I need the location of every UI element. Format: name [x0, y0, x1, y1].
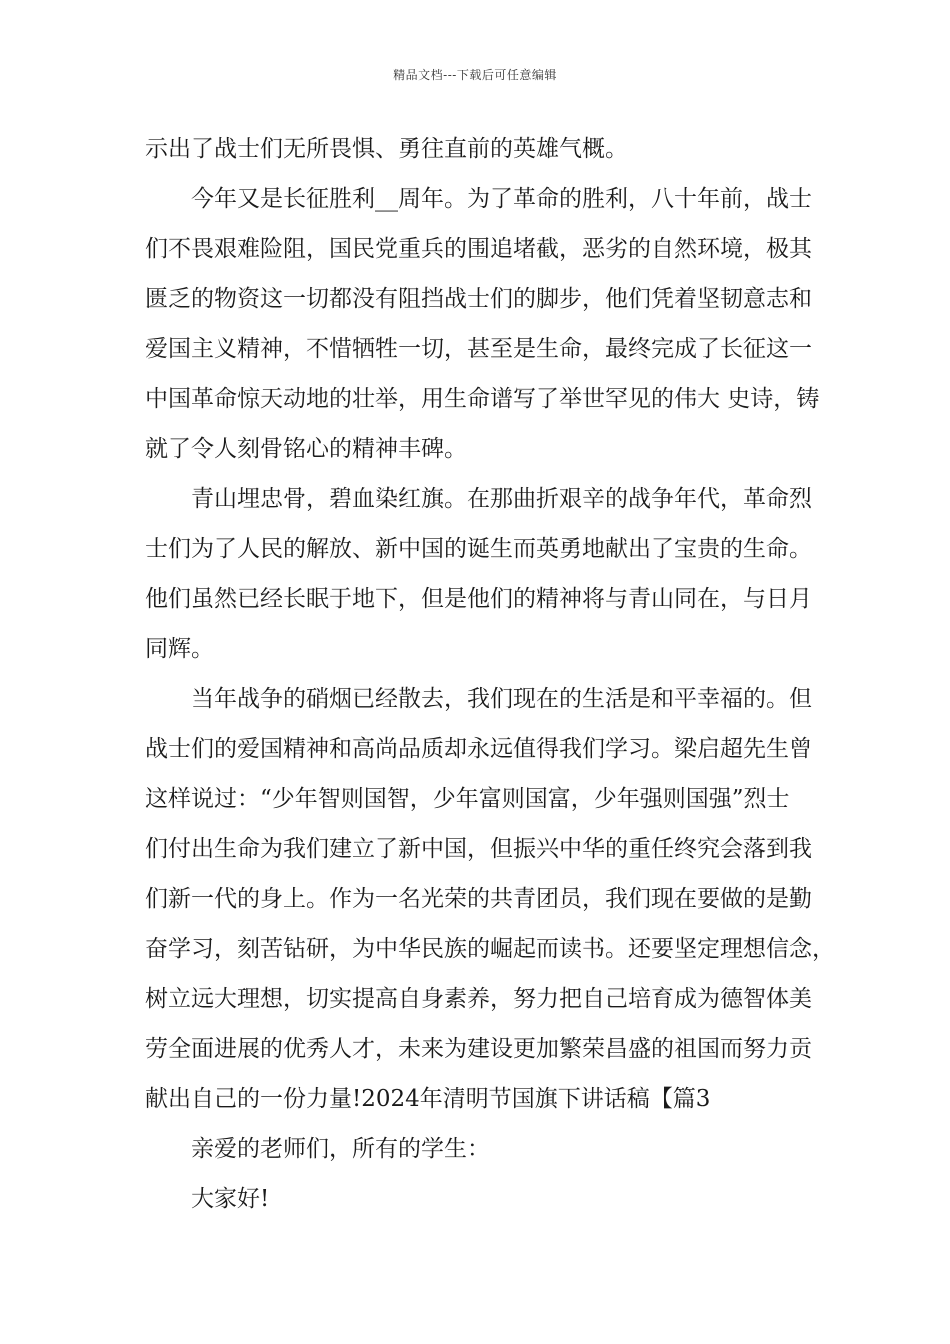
text-line: 亲爱的老师们，所有的学生：: [191, 1136, 490, 1162]
text-line: 们新一代的身上。作为一名光荣的共青团员，我们现在要做的是勤: [145, 886, 812, 912]
text-line: 树立远大理想，切实提高自身素养，努力把自己培育成为德智体美: [145, 986, 812, 1012]
text-line: 这样说过：“少年智则国智，少年富则国富，少年强则国强”烈士: [145, 786, 790, 812]
text-line: 战士们的爱国精神和高尚品质却永远值得我们学习。梁启超先生曾: [145, 736, 812, 762]
text-line: 同辉。: [145, 636, 214, 662]
text-line: 大家好!: [191, 1186, 270, 1212]
text-line: 中国革命惊天动地的壮举，用生命谱写了举世罕见的伟大 史诗，铸: [145, 386, 820, 412]
page-header: 精品文档---下载后可任意编辑: [393, 68, 557, 82]
text-line: 士们为了人民的解放、新中国的诞生而英勇地献出了宝贵的生命。: [145, 536, 812, 562]
text-line: 们不畏艰难险阻，国民党重兵的围追堵截，恶劣的自然环境，极其: [145, 236, 812, 262]
text-line: 当年战争的硝烟已经散去，我们现在的生活是和平幸福的。但: [191, 686, 812, 712]
text-line: 劳全面进展的优秀人才，未来为建设更加繁荣昌盛的祖国而努力贡: [145, 1036, 812, 1062]
text-line: 们付出生命为我们建立了新中国，但振兴中华的重任终究会落到我: [145, 836, 812, 862]
text-line: 献出自己的一份力量!2024年清明节国旗下讲话稿【篇3: [145, 1086, 711, 1112]
text-line: 爱国主义精神，不惜牺牲一切，甚至是生命，最终完成了长征这一: [145, 336, 812, 362]
text-line: 匮乏的物资这一切都没有阻挡战士们的脚步，他们凭着坚韧意志和: [145, 286, 812, 312]
text-line: 他们虽然已经长眠于地下，但是他们的精神将与青山同在，与日月: [145, 586, 812, 612]
document-body: [145, 124, 835, 1224]
text-line: 就了令人刻骨铭心的精神丰碑。: [145, 436, 467, 462]
text-line: 青山埋忠骨，碧血染红旗。在那曲折艰辛的战争年代，革命烈: [191, 486, 812, 512]
text-line: 今年又是长征胜利__周年。为了革命的胜利，八十年前，战士: [191, 186, 812, 212]
text-line: 示出了战士们无所畏惧、勇往直前的英雄气概。: [145, 136, 628, 162]
text-line: 奋学习，刻苦钻研，为中华民族的崛起而读书。还要坚定理想信念，: [145, 936, 835, 962]
